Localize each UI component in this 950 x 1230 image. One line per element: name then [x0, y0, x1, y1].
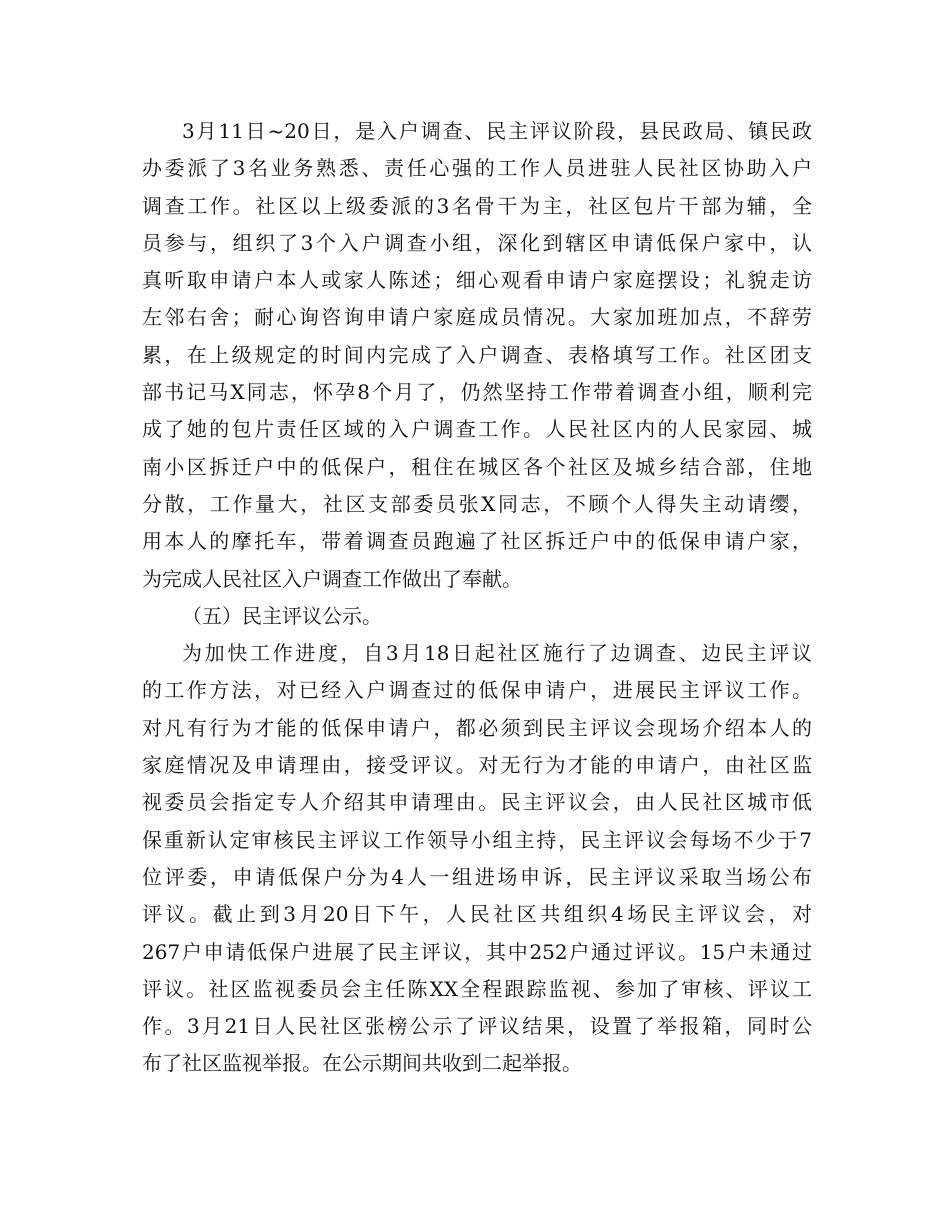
paragraph-line: 作。3月21日人民社区张榜公示了评议结果，设置了举报箱，同时公 — [142, 1014, 812, 1039]
paragraph-line: 评议。社区监视委员会主任陈XX全程跟踪监视、参加了审核、评议工 — [142, 976, 812, 1001]
paragraph-line: 真听取申请户本人或家人陈述；细心观看申请户家庭摆设；礼貌走访 — [142, 268, 812, 293]
paragraph-line: 视委员会指定专人介绍其申请理由。民主评议会，由人民社区城市低 — [142, 790, 812, 815]
paragraph-line: 南小区拆迁户中的低保户，租住在城区各个社区及城乡结合部，住地 — [142, 454, 812, 479]
paragraph-line: 成了她的包片责任区域的入户调查工作。人民社区内的人民家园、城 — [142, 417, 812, 442]
paragraph-line: 家庭情况及申请理由，接受评议。对无行为才能的申请户，由社区监 — [142, 753, 812, 778]
paragraph-line: 累，在上级规定的时间内完成了入户调查、表格填写工作。社区团支 — [142, 342, 812, 367]
paragraph-line: 员参与，组织了3个入户调查小组，深化到辖区申请低保户家中，认 — [142, 230, 812, 255]
paragraph-line: 对凡有行为才能的低保申请户，都必须到民主评议会现场介绍本人的 — [142, 715, 812, 740]
paragraph-line: 办委派了3名业务熟悉、责任心强的工作人员进驻人民社区协助入户 — [142, 156, 812, 181]
paragraph-line: 为完成人民社区入户调查工作做出了奉献。 — [142, 566, 522, 591]
paragraph-line: 调查工作。社区以上级委派的3名骨干为主，社区包片干部为辅，全 — [142, 193, 812, 218]
paragraph-line: 3月11日~20日，是入户调查、民主评议阶段，县民政局、镇民政 — [182, 119, 812, 143]
paragraph-line: 布了社区监视举报。在公示期间共收到二起举报。 — [142, 1051, 582, 1076]
paragraph-line: 评议。截止到3月20日下午，人民社区共组织4场民主评议会，对 — [142, 902, 812, 927]
document-body — [142, 113, 812, 1083]
paragraph-line: 的工作方法，对已经入户调查过的低保申请户，进展民主评议工作。 — [142, 678, 812, 703]
paragraph-line: 位评委，申请低保户分为4人一组进场申诉，民主评议采取当场公布 — [142, 864, 812, 889]
paragraph-line: 保重新认定审核民主评议工作领导小组主持，民主评议会每场不少于7 — [142, 827, 812, 852]
paragraph-line: 267户申请低保户进展了民主评议，其中252户通过评议。15户未通过 — [142, 939, 812, 964]
paragraph-line: 部书记马X同志，怀孕8个月了，仍然坚持工作带着调查小组，顺利完 — [142, 380, 812, 405]
paragraph-line: 分散，工作量大，社区支部委员张X同志，不顾个人得失主动请缨， — [142, 491, 812, 516]
paragraph-line: 用本人的摩托车，带着调查员跑遍了社区拆迁户中的低保申请户家， — [142, 529, 812, 554]
paragraph-line: 为加快工作进度，自3月18日起社区施行了边调查、边民主评议 — [182, 641, 812, 666]
paragraph-line: 左邻右舍；耐心询咨询申请户家庭成员情况。大家加班加点，不辞劳 — [142, 305, 812, 330]
section-heading: （五）民主评议公示。 — [182, 603, 382, 628]
